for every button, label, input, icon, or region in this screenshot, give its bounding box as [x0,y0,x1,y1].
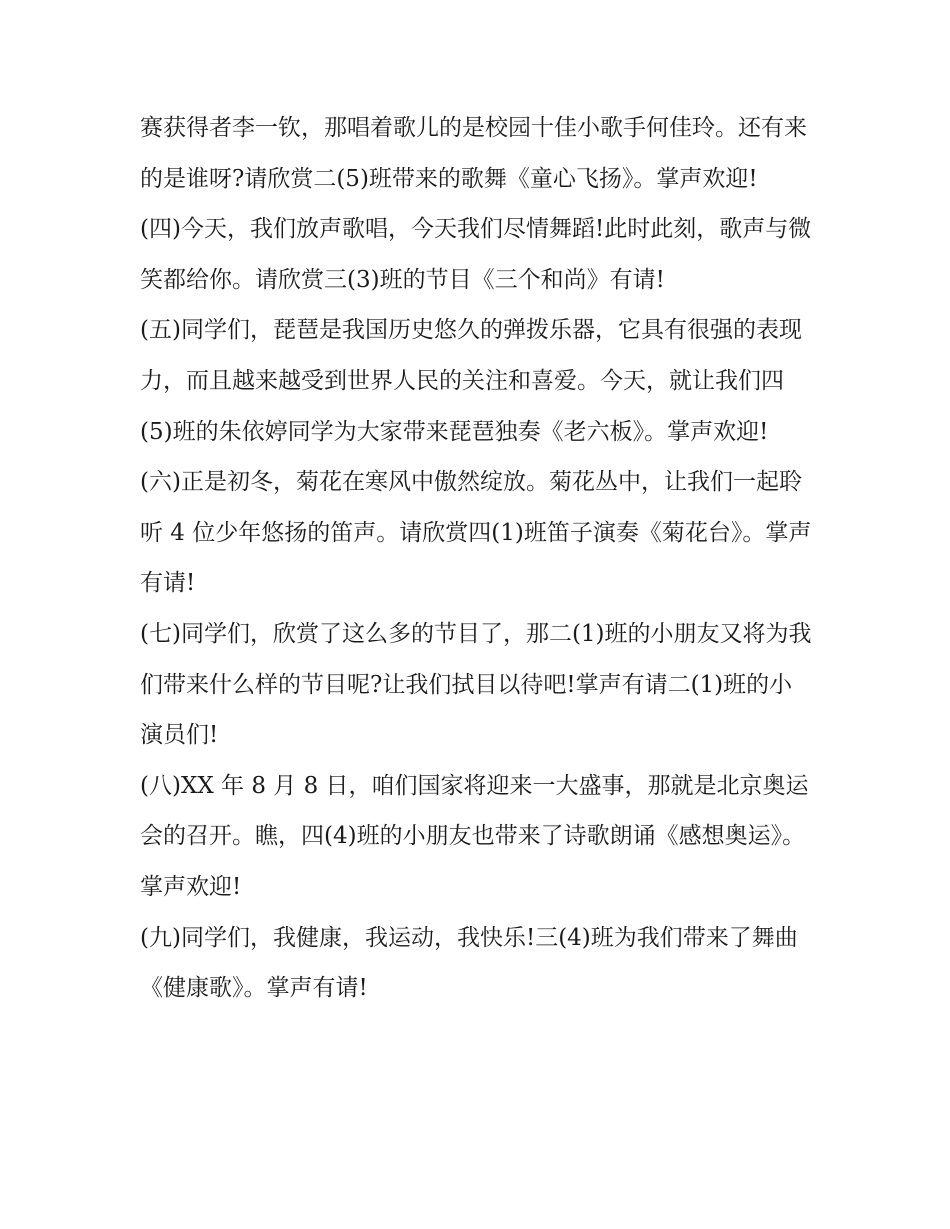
paragraph-6: (六)正是初冬，菊花在寒风中傲然绽放。菊花丛中，让我们一起聆听 4 位少年悠扬的笛声。请欣赏四(1)班笛子演奏《菊花台》。掌声有请! [140,469,812,597]
paragraph-7: (七)同学们，欣赏了这么多的节目了，那二(1)班的小朋友又将为我们带来什么样的节目呢?让我们拭目以待吧!掌声有请二(1)班的小演员们! [140,620,812,749]
paragraph-5: (五)同学们，琵琶是我国历史悠久的弹拨乐器，它具有很强的表现力，而且越来越受到世界人民的关注和喜爱。今天，就让我们四(5)班的朱依婷同学为大家带来琵琶独奏《老六板》。掌声欢迎! [140,317,802,445]
document-body [140,103,812,1014]
paragraph-9: (九)同学们，我健康，我运动，我快乐!三(4)班为我们带来了舞曲《健康歌》。掌声有请! [140,924,798,1002]
paragraph-8: (八)XX 年 8 月 8 日，咱们国家将迎来一大盛事，那就是北京奥运会的召开。瞧，四(4)班的小朋友也带来了诗歌朗诵《感想奥运》。掌声欢迎! [140,772,809,900]
paragraph-4: (四)今天，我们放声歌唱，今天我们尽情舞蹈!此时此刻，歌声与微笑都给你。请欣赏三(3)班的节目《三个和尚》有请! [140,216,812,293]
paragraph-intro-continuation: 赛获得者李一钦，那唱着歌儿的是校园十佳小歌手何佳玲。还有来的是谁呀?请欣赏二(5)班带来的歌舞《童心飞扬》。掌声欢迎! [140,115,807,192]
